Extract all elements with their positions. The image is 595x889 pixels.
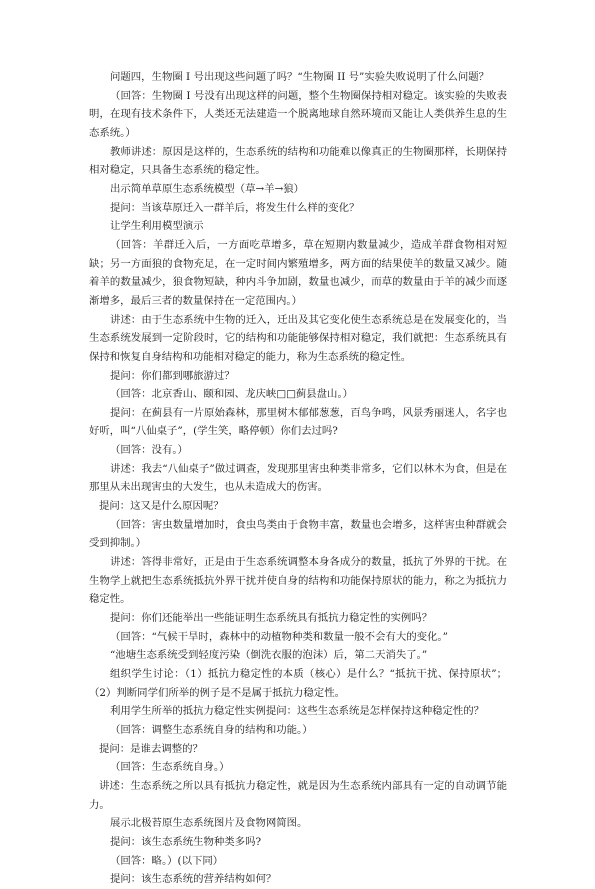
answer-example: “池塘生态系统受到轻度污染（倒洗衣服的泡沫）后，第二天消失了。” (110, 649, 428, 662)
display-paragraph: 展示北极苔原生态系统图片及食物网简图。 (110, 817, 308, 830)
question-paragraph: 利用学生所举的抵抗力稳定性实例提问：这些生态系统是怎样保持这种稳定性的？ (110, 705, 485, 718)
answer-paragraph: （回答：害虫数量增加时，食虫鸟类由于食物丰富，数量也会增多，这样害虫种群就会受到抑制。） (89, 518, 507, 550)
question-paragraph: 提问：该生态系统的营养结构如何？ (110, 873, 277, 886)
demo-instruction: 让学生利用模型演示 (110, 220, 204, 233)
answer-paragraph: （回答：“气候干旱时，森林中的动植物种类和数量一般不会有大的变化。” (110, 630, 448, 643)
question-paragraph: 提问：该生态系统生物种类多吗? (110, 835, 262, 848)
answer-paragraph: （回答：羊群迁入后，一方面吃草增多，草在短期内数量减少，造成羊群食物相对短缺；另一方面狼的食物充足，在一定时间内繁殖增多，两方面的结果使羊的数量又减少。随着羊的数量减少，狼食物短缺，种内斗争加剧，数量也减少，而草的数量由于羊的减少而逐渐增多，最后三者的数量保持在一定范围内。） (89, 238, 507, 307)
discussion-paragraph: 组织学生讨论：（1）抵抗力稳定性的本质（核心）是什么？“抵抗干扰、保持原状”；（2）判断同学们所举的例子是不是属于抵抗力稳定性。 (89, 668, 507, 699)
question-paragraph: 提问：你们都到哪旅游过？ (110, 369, 235, 382)
document-body (89, 68, 507, 889)
answer-paragraph: （回答：北京香山、颐和园、龙庆峡□□蓟县盘山。） (110, 388, 354, 401)
answer-paragraph: （回答：生物圈 I 号没有出现这样的问题，整个生物圈保持相对稳定。该实验的失败表明，在现有技术条件下，人类还无法建造一个脱离地球自然环境而又能让人类供养生息的生态系统。） (89, 89, 507, 139)
explanation-paragraph: 讲述：答得非常好，正是由于生态系统调整本身各成分的数量，抵抗了外界的干扰。在生物学上就把生态系统抵抗外界干扰并使自身的结构和功能保持原状的能力，称之为抵抗力稳定性。 (89, 556, 507, 606)
explanation-paragraph: 讲述：生态系统之所以具有抵抗力稳定性，就是因为生态系统内部具有一定的自动调节能力。 (89, 779, 507, 811)
question-paragraph: 提问：是谁去调整的？ (99, 742, 203, 755)
explanation-paragraph: 讲述：由于生态系统中生物的迁入，迁出及其它变化使生态系统总是在发展变化的，当生态系统发展到一定阶段时，它的结构和功能能够保持相对稳定，我们就把：生态系统具有保持和恢复自身结构和功能相对稳定的能力，称为生态系统的稳定性。 (89, 313, 507, 363)
question-paragraph: 提问：这又是什么原因呢？ (99, 500, 224, 513)
question-paragraph: 提问：你们还能举出一些能证明生态系统具有抵抗力稳定性的实例吗？ (110, 612, 433, 625)
answer-paragraph: （回答：调整生态系统自身的结构和功能。） (110, 723, 313, 736)
question-paragraph: 提问：当该草原迁入一群羊后，将发生什么样的变化？ (110, 201, 360, 214)
teacher-explanation: 教师讲述：原因是这样的，生态系统的结构和功能难以像真正的生物圈那样，长期保持相对稳定，只具备生态系统的稳定性。 (89, 145, 507, 177)
answer-paragraph: （回答：生态系统自身。） (110, 761, 230, 774)
model-display: 出示简单草原生态系统模型（草→羊→狼） (110, 182, 305, 195)
answer-paragraph: （回答：没有。） (110, 444, 188, 457)
question-four: 问题四，生物圈 I 号出现这些问题了吗？“生物圈 II 号”实验失败说明了什么问题？ (110, 71, 490, 83)
explanation-paragraph: 讲述：我去“八仙桌子”做过调查，发现那里害虫种类非常多，它们以林木为食，但是在那里从未出现害虫的大发生，也从未造成大的伤害。 (89, 462, 507, 494)
answer-paragraph: （回答：略。）(以下同） (110, 854, 224, 867)
question-paragraph: 提问：在蓟县有一片原始森林，那里树木郁郁葱葱，百鸟争鸣，风景秀丽迷人，名字也好听，叫“八仙桌子”，(学生笑，略停顿）你们去过吗? (89, 406, 507, 438)
